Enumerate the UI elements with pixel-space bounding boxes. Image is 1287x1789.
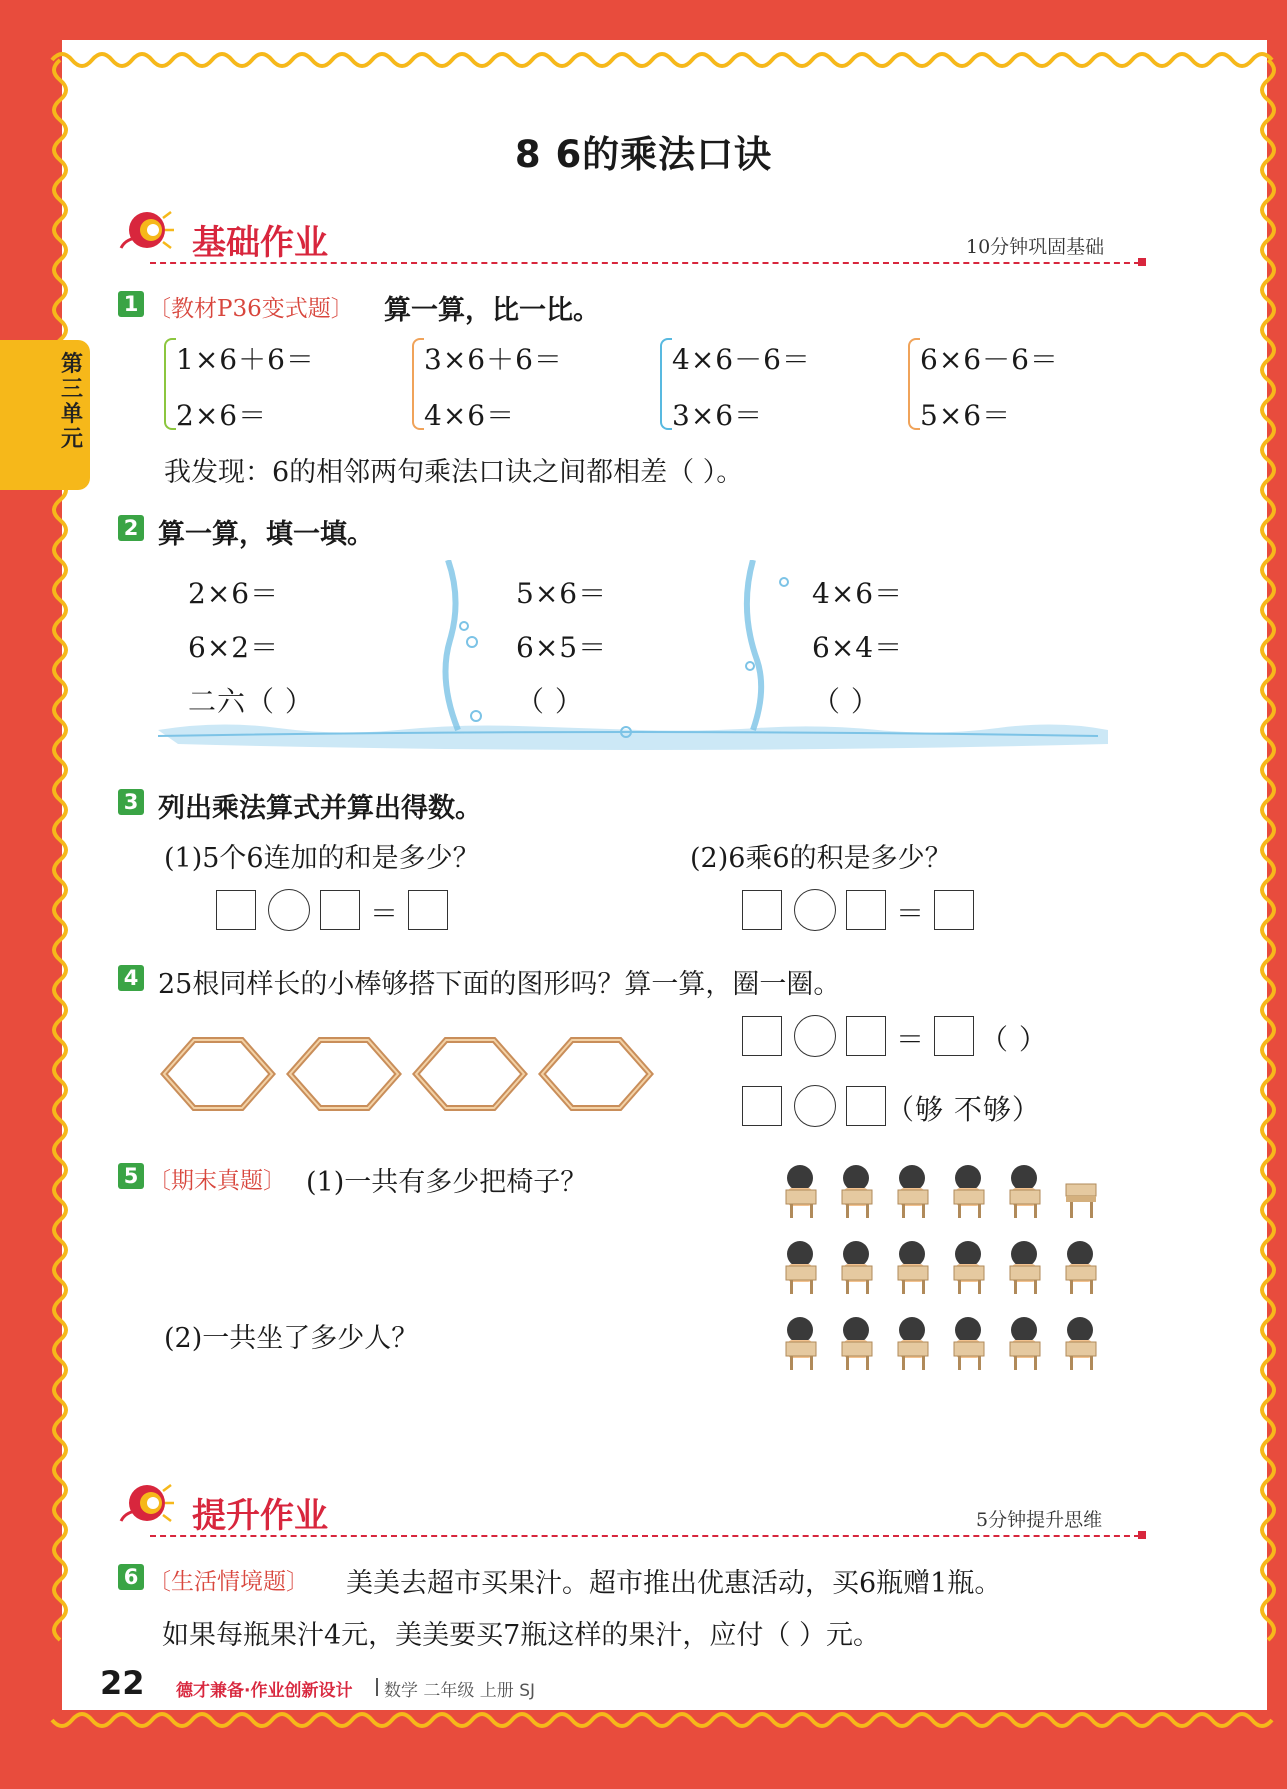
footer-brand: 德才兼备·作业创新设计 [176,1681,353,1701]
section-advanced-title: 提升作业 [192,1496,328,1536]
q3-operator-circle[interactable] [794,889,836,931]
q1-source-tag: 〔教材P36变式题〕 [148,296,354,322]
q2-col2-line2: 6×5＝ [516,631,608,664]
divider-end-marker [1138,1531,1146,1539]
q1-expr-2b: 4×6＝ [424,399,516,432]
question-number-5: 5 [118,1163,144,1189]
q4-answer-box[interactable] [742,1086,782,1126]
q4-equals-sign: ＝ [896,1023,926,1056]
q1-expr-3a: 4×6－6＝ [672,343,811,376]
q2-col2-line1: 5×6＝ [516,577,608,610]
q3-prompt: 列出乘法算式并算出得数。 [158,793,482,824]
q3-answer-box[interactable] [846,890,886,930]
q2-prompt: 算一算，填一填。 [158,519,374,550]
footer-book-info: 数学 二年级 上册 SJ [384,1681,536,1701]
section-basic-subtitle: 10分钟巩固基础 [966,236,1105,258]
question-number-4: 4 [118,965,144,991]
q6-line1: 美美去超市买果汁。超市推出优惠活动，买6瓶赠1瓶。 [346,1568,1002,1599]
q1-brace-1 [164,338,176,430]
q1-brace-4 [908,338,920,430]
question-number-1: 1 [118,291,144,317]
q1-expr-2a: 3×6＋6＝ [424,343,563,376]
q3-answer-box[interactable] [742,890,782,930]
q3-part1-text: (1)5个6连加的和是多少？ [164,843,480,874]
q4-answer-box[interactable] [846,1086,886,1126]
q3-answer-box[interactable] [408,890,448,930]
q3-operator-circle[interactable] [268,889,310,931]
divider-end-marker [1138,258,1146,266]
q4-operator-circle[interactable] [794,1085,836,1127]
q2-col3-line2: 6×4＝ [812,631,904,664]
section-advanced-divider [150,1535,1140,1537]
q1-expr-1a: 1×6＋6＝ [176,343,315,376]
q4-remainder-blank[interactable]: （ ） [980,1023,1048,1056]
page-title: 8 6的乘法口诀 [514,133,773,176]
q2-col1-line1: 2×6＝ [188,577,280,610]
q3-equals-sign: ＝ [370,897,400,930]
trumpet-icon [115,1481,175,1537]
q1-expr-1b: 2×6＝ [176,399,268,432]
q3-answer-box[interactable] [216,890,256,930]
q5-part1-text: (1)一共有多少把椅子？ [306,1167,588,1198]
q3-equals-sign: ＝ [896,897,926,930]
question-number-3: 3 [118,789,144,815]
q1-brace-2 [412,338,424,430]
section-advanced-subtitle: 5分钟提升思维 [976,1509,1103,1531]
q1-brace-3 [660,338,672,430]
q6-source-tag: 〔生活情境题〕 [148,1569,309,1595]
q1-expr-3b: 3×6＝ [672,399,764,432]
q4-enough-choice[interactable]: （够 不够） [886,1093,1041,1126]
children-on-chairs-illustration [776,1162,1106,1392]
q2-col3-line3[interactable]: （ ） [812,685,880,718]
footer-separator [376,1678,378,1696]
q4-answer-box[interactable] [934,1016,974,1056]
q4-prompt: 25根同样长的小棒够搭下面的图形吗？算一算，圈一圈。 [158,969,841,1000]
q4-operator-circle[interactable] [794,1015,836,1057]
q2-col3-line1: 4×6＝ [812,577,904,610]
q2-col1-line3[interactable]: 二六（ ） [188,685,314,718]
q6-line2-with-blank[interactable]: 如果每瓶果汁4元，美美要买7瓶这样的果汁，应付（ ）元。 [162,1620,880,1651]
section-basic-title: 基础作业 [192,223,328,263]
q5-source-tag: 〔期末真题〕 [148,1168,286,1194]
water-splash-illustration [158,560,1108,760]
question-number-6: 6 [118,1564,144,1590]
q1-finding-blank[interactable]: 我发现：6的相邻两句乘法口诀之间都相差（ ）。 [164,457,744,488]
q1-expr-4b: 5×6＝ [920,399,1012,432]
stick-hexagons-illustration [160,1036,660,1116]
q3-answer-box[interactable] [320,890,360,930]
unit-tab-label: 第三单元 [60,352,83,452]
q2-col2-line3[interactable]: （ ） [516,685,584,718]
q1-expr-4a: 6×6－6＝ [920,343,1059,376]
q2-col1-line2: 6×2＝ [188,631,280,664]
section-basic-divider [150,262,1140,264]
trumpet-icon [115,208,175,264]
q1-prompt: 算一算，比一比。 [384,295,600,326]
page-number: 22 [100,1664,145,1702]
q4-answer-box[interactable] [846,1016,886,1056]
question-number-2: 2 [118,515,144,541]
q4-answer-box[interactable] [742,1016,782,1056]
q5-part2-text: (2)一共坐了多少人？ [164,1323,419,1354]
q3-answer-box[interactable] [934,890,974,930]
q3-part2-text: (2)6乘6的积是多少？ [690,843,952,874]
